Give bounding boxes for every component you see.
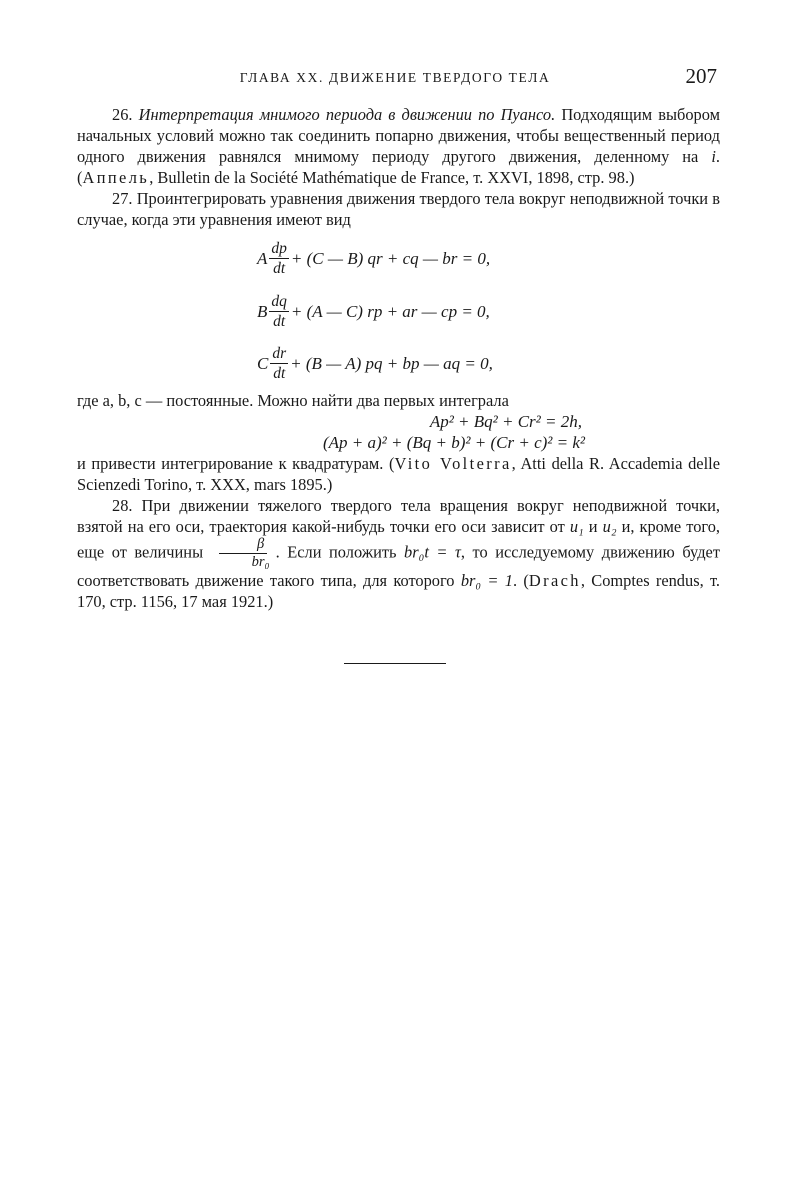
punct: . ( bbox=[77, 147, 720, 187]
author-name: Drach bbox=[528, 571, 581, 590]
denominator: dt bbox=[273, 312, 286, 330]
equation-rest: + (A — C) rp + ar — cp = 0, bbox=[290, 301, 490, 321]
beta-fraction bbox=[214, 537, 273, 570]
reference: , Atti della R. Accademia delle Scienzedi Torino, т. XXX, mars 1895.) bbox=[77, 454, 720, 494]
integral-1: Ap² + Bq² + Cr² = 2h, bbox=[429, 412, 582, 431]
coefficient: C bbox=[257, 353, 269, 373]
problem-title: Интерпретация мнимого периода в движении по Пуансо. bbox=[138, 105, 556, 124]
problem-28 bbox=[77, 495, 720, 612]
problem-26 bbox=[77, 104, 720, 188]
numerator: dq bbox=[271, 292, 287, 310]
integral-2: (Ap + a)² + (Bq + b)² + (Cr + c)² = k² bbox=[323, 433, 585, 452]
numerator: dr bbox=[272, 344, 287, 362]
problem-text: . Если положить bbox=[275, 542, 397, 562]
problem-number: 28. bbox=[112, 496, 133, 515]
problem-text: При движении тяжелого твердого тела вращения вокруг неподвижной точки, взятой на его оси, траектория какой-нибудь точки его оси зависит от bbox=[77, 496, 720, 536]
punct: . ( bbox=[512, 571, 529, 590]
problem-text: , то исследуемому движению будет соответствовать движение такого типа, для которого bbox=[77, 542, 720, 590]
equation-3 bbox=[257, 341, 493, 385]
author-name: Vito Volterra bbox=[394, 454, 512, 473]
reference: , Bulletin de la Société Mathématique de France, т. XXVI, 1898, стр. 98.) bbox=[149, 168, 635, 187]
equation-2 bbox=[257, 289, 490, 333]
problem-27 bbox=[77, 188, 720, 230]
conjunction: и bbox=[588, 517, 598, 536]
equation-1 bbox=[257, 236, 490, 280]
problem-number: 26. bbox=[112, 105, 133, 124]
denominator: br₀ bbox=[251, 554, 270, 570]
variable-u1: u₁ bbox=[569, 517, 584, 536]
equation-rest: + (B — A) pq + bp — aq = 0, bbox=[290, 353, 493, 373]
page-number: 207 bbox=[685, 64, 717, 88]
reduction-text: и привести интегрирование к квадратурам. ( bbox=[77, 454, 395, 473]
coefficient: B bbox=[257, 301, 268, 321]
end-rule bbox=[344, 663, 446, 664]
coefficient: A bbox=[257, 248, 268, 268]
denominator: dt bbox=[273, 259, 286, 277]
problem-text: Подходящим выбором начальных условий можно так соединить попарно движения, чтобы вещественный период одного движения равнялся мнимому периоду другого движения, деленному на bbox=[77, 105, 721, 166]
running-title: ГЛАВА XX. ДВИЖЕНИЕ ТВЕРДОГО ТЕЛА bbox=[239, 70, 551, 85]
problem-text: Проинтегрировать уравнения движения твердого тела вокруг неподвижной точки в случае, когда эти уравнения имеют вид bbox=[77, 189, 720, 229]
author-name: Аппель bbox=[82, 168, 150, 187]
reference: , Comptes rendus, т. 170, стр. 1156, 17 мая 1921.) bbox=[77, 571, 721, 611]
substitution: br₀t = τ bbox=[404, 542, 461, 562]
variable-u2: u₂ bbox=[602, 517, 617, 536]
page-body bbox=[77, 104, 720, 612]
condition: br₀ = 1 bbox=[460, 571, 513, 590]
constants-line: где a, b, c — постоянные. Можно найти два первых интеграла bbox=[77, 391, 509, 410]
problem-number: 27. bbox=[112, 189, 133, 208]
denominator: dt bbox=[273, 364, 286, 382]
numerator: dp bbox=[271, 239, 287, 257]
derivative-fraction bbox=[269, 293, 289, 330]
problem-text: и, кроме того, еще от величины bbox=[77, 517, 720, 562]
page-header bbox=[0, 64, 799, 90]
equation-block bbox=[77, 230, 720, 390]
derivative-fraction bbox=[269, 240, 289, 277]
derivative-fraction bbox=[270, 345, 288, 382]
reduction-paragraph bbox=[77, 453, 720, 495]
equation-rest: + (C — B) qr + cq — br = 0, bbox=[290, 248, 491, 268]
numerator: β bbox=[219, 537, 267, 554]
variable-i: i bbox=[711, 147, 716, 166]
